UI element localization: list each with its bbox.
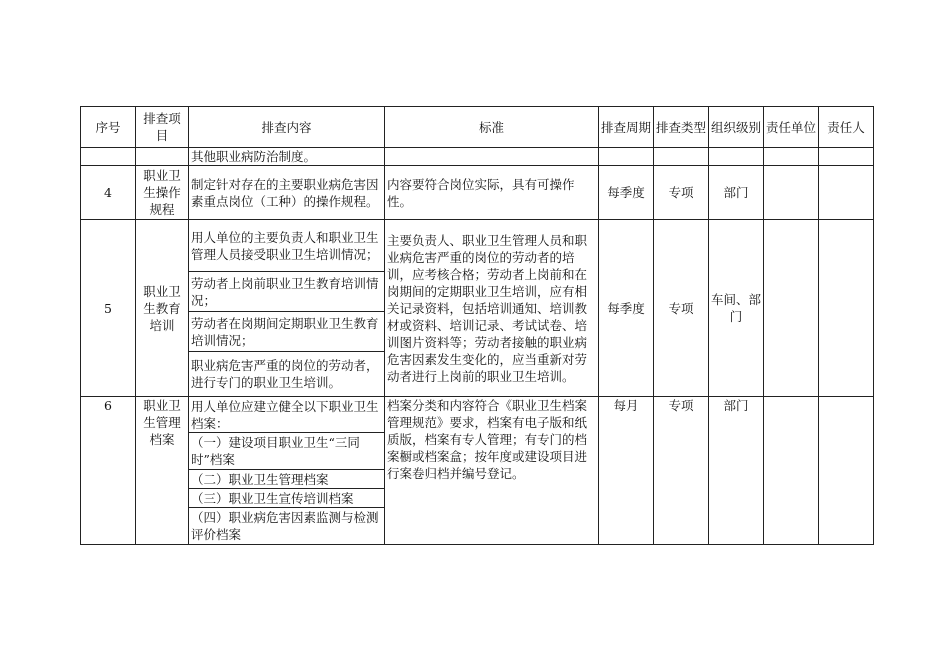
level-cell: 部门 [709,166,764,220]
header-cell-type: 排查类型 [654,107,709,148]
content-cell: 制定针对存在的主要职业病危害因素重点岗位（工种）的操作规程。 [189,166,385,220]
type-cell: 专项 [654,397,709,545]
unit-cell [764,220,819,397]
level-cell: 部门 [709,397,764,545]
person-cell [819,397,874,545]
header-cell-no: 序号 [81,107,136,148]
table-row [81,397,874,433]
type-cell: 专项 [654,166,709,220]
period-cell: 每季度 [599,220,654,397]
item-cell: 职业卫生教育培训 [136,220,189,397]
content-cell: 用人单位的主要负责人和职业卫生管理人员接受职业卫生培训情况； [189,220,385,272]
period-cell: 每季度 [599,166,654,220]
content-cell: 劳动者上岗前职业卫生教育培训情况； [189,272,385,312]
item-cell: 职业卫生管理档案 [136,397,189,545]
header-cell-unit: 责任单位 [764,107,819,148]
content-cell: 职业病危害严重的岗位的劳动者，进行专门的职业卫生培训。 [189,352,385,397]
header-cell-person: 责任人 [819,107,874,148]
standard-cell: 档案分类和内容符合《职业卫生档案管理规范》要求，档案有电子版和纸质版，档案有专人管理；有专门的档案橱或档案盒；按年度或建设项目进行案卷归档并编号登记。 [385,397,599,545]
period-cell: 每月 [599,397,654,545]
person-cell [819,166,874,220]
header-cell-level: 组织级别 [709,107,764,148]
content-cell: （四）职业病危害因素监测与检测评价档案 [189,508,385,545]
header-cell-item: 排查项目 [136,107,189,148]
content-cell: （二）职业卫生管理档案 [189,470,385,489]
row-number: 4 [81,166,136,220]
header-cell-period: 排查周期 [599,107,654,148]
header-cell-standard: 标准 [385,107,599,148]
item-cell: 职业卫生操作规程 [136,166,189,220]
unit-cell [764,166,819,220]
content-cell: 用人单位应建立健全以下职业卫生档案： [189,397,385,433]
table-row [81,220,874,272]
type-cell: 专项 [654,220,709,397]
inspection-table [80,106,874,545]
table-row [81,148,874,166]
level-cell: 车间、部门 [709,220,764,397]
standard-cell: 主要负责人、职业卫生管理人员和职业病危害严重的岗位的劳动者的培训，应考核合格；劳动者上岗前和在岗期间的定期职业卫生培训，应有相关记录资料，包括培训通知、培训教材或资料、培训记录、考试试卷、培训图片资料等；劳动者接触的职业病危害因素发生变化的，应当重新对劳动者进行上岗前的职业卫生培训。 [385,220,599,397]
table-header-row [81,107,874,148]
row-number: 6 [81,397,136,545]
content-cell: （三）职业卫生宣传培训档案 [189,489,385,508]
table-row [81,166,874,220]
person-cell [819,220,874,397]
content-cell: 其他职业病防治制度。 [189,148,385,166]
unit-cell [764,397,819,545]
standard-cell: 内容要符合岗位实际，具有可操作性。 [385,166,599,220]
content-cell: 劳动者在岗期间定期职业卫生教育培训情况； [189,312,385,352]
header-cell-content: 排查内容 [189,107,385,148]
content-cell: （一）建设项目职业卫生“三同时”档案 [189,433,385,470]
row-number: 5 [81,220,136,397]
